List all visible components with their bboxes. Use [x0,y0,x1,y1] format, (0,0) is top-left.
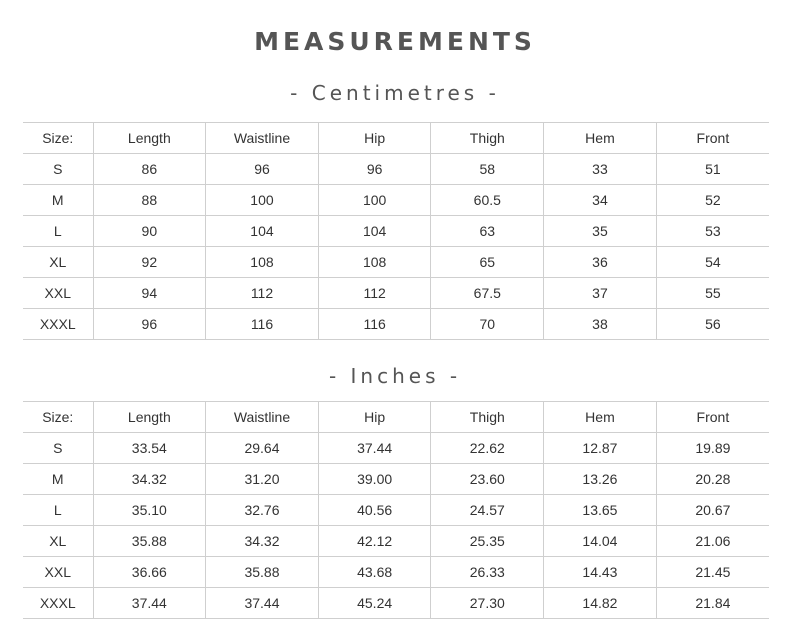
value-cell: 86 [93,154,206,185]
value-cell: 43.68 [318,557,431,588]
value-cell: 58 [431,154,544,185]
size-cell: XL [23,247,93,278]
value-cell: 37 [544,278,657,309]
value-cell: 35.10 [93,495,206,526]
value-cell: 42.12 [318,526,431,557]
size-cell: XXXL [23,588,93,619]
value-cell: 14.43 [544,557,657,588]
column-header: Size: [23,402,93,433]
value-cell: 60.5 [431,185,544,216]
value-cell: 22.62 [431,433,544,464]
centimetres-heading: - Centimetres - [290,81,500,105]
size-cell: XXL [23,278,93,309]
value-cell: 96 [206,154,319,185]
column-header: Length [93,123,206,154]
size-cell: S [23,154,93,185]
value-cell: 13.65 [544,495,657,526]
size-cell: XL [23,526,93,557]
column-header: Thigh [431,402,544,433]
value-cell: 33 [544,154,657,185]
column-header: Hip [318,123,431,154]
inches-heading: - Inches - [328,364,462,388]
value-cell: 37.44 [206,588,319,619]
value-cell: 39.00 [318,464,431,495]
value-cell: 52 [656,185,769,216]
value-cell: 32.76 [206,495,319,526]
column-header: Front [656,402,769,433]
size-cell: M [23,185,93,216]
value-cell: 37.44 [318,433,431,464]
table-row [23,309,769,340]
value-cell: 24.57 [431,495,544,526]
value-cell: 13.26 [544,464,657,495]
table-row [23,464,769,495]
column-header: Hem [544,402,657,433]
value-cell: 36 [544,247,657,278]
value-cell: 34 [544,185,657,216]
value-cell: 104 [206,216,319,247]
value-cell: 35 [544,216,657,247]
value-cell: 112 [318,278,431,309]
value-cell: 40.56 [318,495,431,526]
value-cell: 94 [93,278,206,309]
column-header: Hem [544,123,657,154]
value-cell: 51 [656,154,769,185]
size-cell: L [23,495,93,526]
value-cell: 116 [206,309,319,340]
value-cell: 29.64 [206,433,319,464]
value-cell: 90 [93,216,206,247]
value-cell: 55 [656,278,769,309]
value-cell: 27.30 [431,588,544,619]
size-cell: S [23,433,93,464]
table-row [23,247,769,278]
value-cell: 70 [431,309,544,340]
value-cell: 14.04 [544,526,657,557]
column-header: Waistline [206,402,319,433]
column-header: Front [656,123,769,154]
table-row [23,588,769,619]
column-header: Waistline [206,123,319,154]
table-row [23,495,769,526]
value-cell: 88 [93,185,206,216]
header-row [23,123,769,154]
column-header: Hip [318,402,431,433]
value-cell: 31.20 [206,464,319,495]
table-row [23,185,769,216]
value-cell: 54 [656,247,769,278]
value-cell: 53 [656,216,769,247]
size-cell: M [23,464,93,495]
value-cell: 19.89 [656,433,769,464]
value-cell: 35.88 [206,557,319,588]
page-title: MEASUREMENTS [254,27,536,56]
value-cell: 34.32 [93,464,206,495]
inches-table [23,401,769,619]
table-row [23,557,769,588]
value-cell: 100 [318,185,431,216]
value-cell: 100 [206,185,319,216]
value-cell: 38 [544,309,657,340]
table-row [23,216,769,247]
value-cell: 23.60 [431,464,544,495]
value-cell: 96 [93,309,206,340]
value-cell: 20.28 [656,464,769,495]
centimetres-table [23,122,769,340]
value-cell: 108 [318,247,431,278]
value-cell: 112 [206,278,319,309]
value-cell: 108 [206,247,319,278]
value-cell: 45.24 [318,588,431,619]
value-cell: 14.82 [544,588,657,619]
header-row [23,402,769,433]
value-cell: 21.84 [656,588,769,619]
value-cell: 92 [93,247,206,278]
value-cell: 67.5 [431,278,544,309]
value-cell: 104 [318,216,431,247]
value-cell: 56 [656,309,769,340]
table-row [23,433,769,464]
size-cell: L [23,216,93,247]
value-cell: 65 [431,247,544,278]
value-cell: 26.33 [431,557,544,588]
column-header: Length [93,402,206,433]
size-cell: XXXL [23,309,93,340]
size-cell: XXL [23,557,93,588]
column-header: Size: [23,123,93,154]
value-cell: 116 [318,309,431,340]
value-cell: 12.87 [544,433,657,464]
value-cell: 96 [318,154,431,185]
table-row [23,526,769,557]
value-cell: 34.32 [206,526,319,557]
value-cell: 36.66 [93,557,206,588]
table-row [23,278,769,309]
value-cell: 21.06 [656,526,769,557]
value-cell: 35.88 [93,526,206,557]
value-cell: 63 [431,216,544,247]
value-cell: 37.44 [93,588,206,619]
value-cell: 33.54 [93,433,206,464]
table-row [23,154,769,185]
column-header: Thigh [431,123,544,154]
value-cell: 21.45 [656,557,769,588]
value-cell: 25.35 [431,526,544,557]
value-cell: 20.67 [656,495,769,526]
